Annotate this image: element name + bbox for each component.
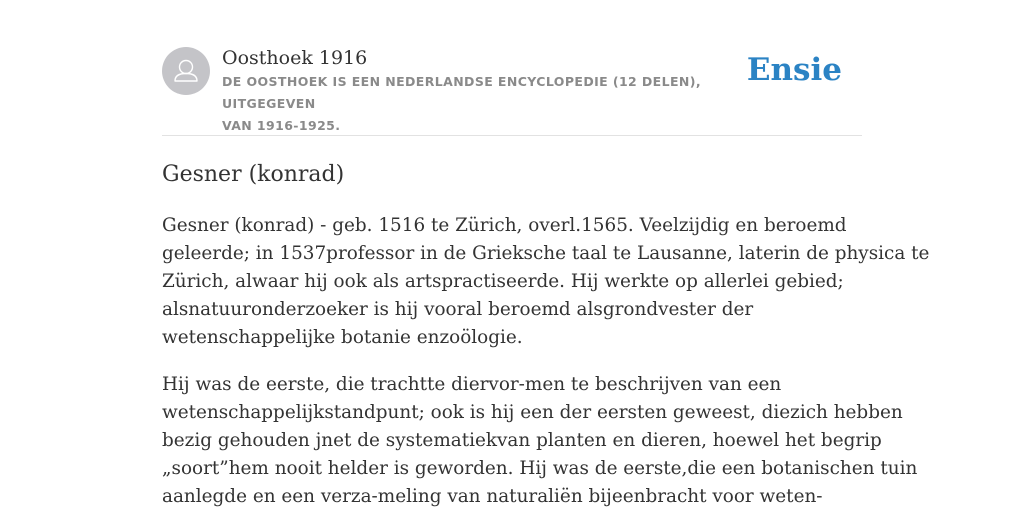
text-line: alsnatuuronderzoeker is hij vooral beroemd alsgrondvester der	[162, 299, 754, 320]
user-avatar-icon[interactable]	[162, 47, 210, 95]
user-silhouette-icon	[162, 47, 210, 95]
text-line: „soort”hem nooit helder is geworden. Hij was de eerste,die een botanischen tuin	[162, 458, 918, 479]
source-description-line: DE OOSTHOEK IS EEN NEDERLANDSE ENCYCLOPEDIE (12 DELEN), UITGEGEVEN	[222, 74, 702, 111]
text-line: wetenschappelijkstandpunt; ook is hij een der eersten geweest, diezich hebben	[162, 402, 903, 423]
text-line: bezig gehouden jnet de systematiekvan planten en dieren, hoewel het begrip	[162, 430, 882, 451]
source-description-line: VAN 1916-1925.	[222, 118, 341, 133]
text-line: geleerde; in 1537professor in de Grieksche taal te Lausanne, laterin de physica te	[162, 243, 930, 264]
article-title: Gesner (konrad)	[162, 162, 345, 187]
source-header	[162, 46, 862, 133]
source-description	[222, 71, 762, 137]
source-name[interactable]: Oosthoek 1916	[222, 47, 368, 69]
article-body	[162, 212, 930, 511]
text-line: aanlegde en een verza-meling van naturaliën bijeenbracht voor weten-	[162, 486, 823, 507]
ensie-logo[interactable]: Ensie	[746, 52, 842, 88]
text-line: Gesner (konrad) - geb. 1516 te Zürich, overl.1565. Veelzijdig en beroemd	[162, 215, 847, 236]
article-paragraph-1	[162, 212, 930, 352]
header-divider	[162, 135, 862, 136]
text-line: wetenschappelijke botanie enzoölogie.	[162, 327, 523, 348]
text-line: Zürich, alwaar hij ook als artspractiseerde. Hij werkte op allerlei gebied;	[162, 271, 844, 292]
article-paragraph-2	[162, 371, 918, 511]
text-line: Hij was de eerste, die trachtte diervor-men te beschrijven van een	[162, 374, 782, 395]
